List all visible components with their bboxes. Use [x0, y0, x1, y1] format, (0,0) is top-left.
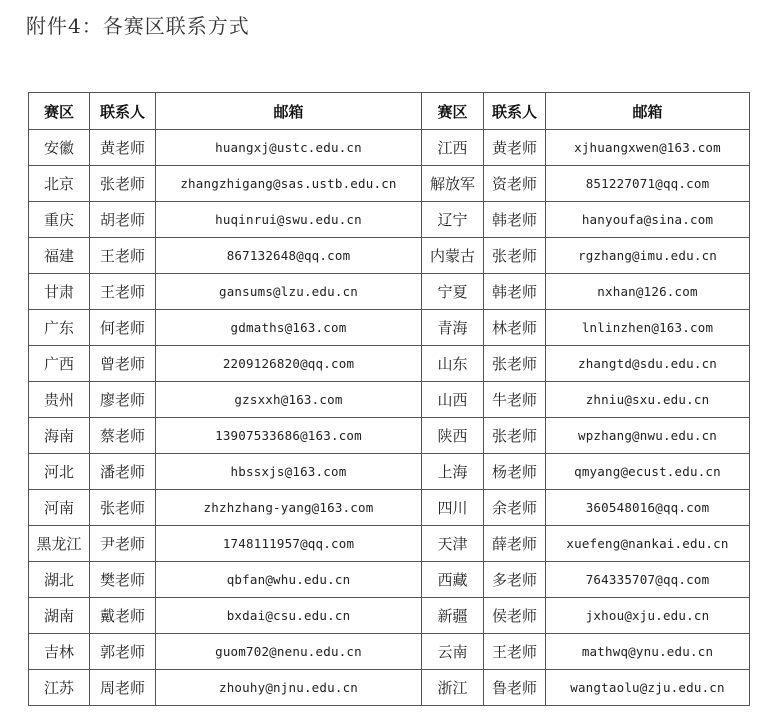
- contact-cell: 韩老师: [484, 274, 546, 310]
- email-cell: xuefeng@nankai.edu.cn: [546, 526, 750, 562]
- contact-cell: 林老师: [484, 310, 546, 346]
- contact-cell: 郭老师: [90, 634, 156, 670]
- contact-cell: 张老师: [484, 418, 546, 454]
- region-cell: 湖南: [29, 598, 90, 634]
- contact-cell: 张老师: [90, 166, 156, 202]
- email-cell: guom702@nenu.edu.cn: [156, 634, 422, 670]
- region-cell: 宁夏: [422, 274, 484, 310]
- email-cell: jxhou@xju.edu.cn: [546, 598, 750, 634]
- email-cell: gansums@lzu.edu.cn: [156, 274, 422, 310]
- email-cell: zhniu@sxu.edu.cn: [546, 382, 750, 418]
- email-cell: qmyang@ecust.edu.cn: [546, 454, 750, 490]
- email-cell: 851227071@qq.com: [546, 166, 750, 202]
- region-cell: 吉林: [29, 634, 90, 670]
- region-cell: 江西: [422, 130, 484, 166]
- contact-cell: 周老师: [90, 670, 156, 706]
- header-region: 赛区: [29, 93, 90, 130]
- contact-cell: 张老师: [484, 238, 546, 274]
- region-cell: 黑龙江: [29, 526, 90, 562]
- email-cell: 764335707@qq.com: [546, 562, 750, 598]
- table-row: [29, 310, 750, 346]
- region-cell: 浙江: [422, 670, 484, 706]
- table-row: [29, 166, 750, 202]
- region-cell: 新疆: [422, 598, 484, 634]
- contact-cell: 侯老师: [484, 598, 546, 634]
- email-cell: huangxj@ustc.edu.cn: [156, 130, 422, 166]
- email-cell: qbfan@whu.edu.cn: [156, 562, 422, 598]
- region-cell: 江苏: [29, 670, 90, 706]
- contact-cell: 韩老师: [484, 202, 546, 238]
- contact-cell: 余老师: [484, 490, 546, 526]
- email-cell: 2209126820@qq.com: [156, 346, 422, 382]
- email-cell: 867132648@qq.com: [156, 238, 422, 274]
- email-cell: hbssxjs@163.com: [156, 454, 422, 490]
- region-cell: 天津: [422, 526, 484, 562]
- contacts-table: [28, 92, 750, 706]
- region-cell: 西藏: [422, 562, 484, 598]
- email-cell: wpzhang@nwu.edu.cn: [546, 418, 750, 454]
- region-cell: 四川: [422, 490, 484, 526]
- email-cell: mathwq@ynu.edu.cn: [546, 634, 750, 670]
- contact-cell: 何老师: [90, 310, 156, 346]
- contact-cell: 黄老师: [90, 130, 156, 166]
- table-row: [29, 238, 750, 274]
- table-row: [29, 490, 750, 526]
- contact-cell: 黄老师: [484, 130, 546, 166]
- contact-cell: 廖老师: [90, 382, 156, 418]
- contact-cell: 王老师: [90, 238, 156, 274]
- table-row: [29, 274, 750, 310]
- region-cell: 安徽: [29, 130, 90, 166]
- contact-cell: 樊老师: [90, 562, 156, 598]
- header-email-2: 邮箱: [546, 93, 750, 130]
- table-row: [29, 562, 750, 598]
- region-cell: 解放军: [422, 166, 484, 202]
- region-cell: 山东: [422, 346, 484, 382]
- region-cell: 湖北: [29, 562, 90, 598]
- table-row: [29, 670, 750, 706]
- region-cell: 上海: [422, 454, 484, 490]
- header-contact: 联系人: [90, 93, 156, 130]
- table-header-row: [29, 93, 750, 130]
- contact-cell: 蔡老师: [90, 418, 156, 454]
- table-row: [29, 598, 750, 634]
- region-cell: 甘肃: [29, 274, 90, 310]
- contact-cell: 张老师: [484, 346, 546, 382]
- region-cell: 内蒙古: [422, 238, 484, 274]
- contact-cell: 杨老师: [484, 454, 546, 490]
- table-body: [29, 130, 750, 706]
- table-row: [29, 526, 750, 562]
- email-cell: 360548016@qq.com: [546, 490, 750, 526]
- email-cell: nxhan@126.com: [546, 274, 750, 310]
- email-cell: 1748111957@qq.com: [156, 526, 422, 562]
- table-row: [29, 418, 750, 454]
- region-cell: 河南: [29, 490, 90, 526]
- region-cell: 青海: [422, 310, 484, 346]
- table-row: [29, 202, 750, 238]
- email-cell: zhangtd@sdu.edu.cn: [546, 346, 750, 382]
- table-row: [29, 454, 750, 490]
- region-cell: 海南: [29, 418, 90, 454]
- region-cell: 重庆: [29, 202, 90, 238]
- table-row: [29, 130, 750, 166]
- region-cell: 广东: [29, 310, 90, 346]
- page-title: 附件4：各赛区联系方式: [26, 14, 250, 38]
- region-cell: 山西: [422, 382, 484, 418]
- email-cell: huqinrui@swu.edu.cn: [156, 202, 422, 238]
- email-cell: bxdai@csu.edu.cn: [156, 598, 422, 634]
- email-cell: lnlinzhen@163.com: [546, 310, 750, 346]
- contact-cell: 牛老师: [484, 382, 546, 418]
- contact-cell: 尹老师: [90, 526, 156, 562]
- table-row: [29, 382, 750, 418]
- header-contact-2: 联系人: [484, 93, 546, 130]
- email-cell: zhzhzhang-yang@163.com: [156, 490, 422, 526]
- contact-cell: 胡老师: [90, 202, 156, 238]
- contact-cell: 王老师: [90, 274, 156, 310]
- region-cell: 河北: [29, 454, 90, 490]
- email-cell: gzsxxh@163.com: [156, 382, 422, 418]
- email-cell: rgzhang@imu.edu.cn: [546, 238, 750, 274]
- contact-cell: 王老师: [484, 634, 546, 670]
- header-region-2: 赛区: [422, 93, 484, 130]
- email-cell: zhangzhigang@sas.ustb.edu.cn: [156, 166, 422, 202]
- region-cell: 贵州: [29, 382, 90, 418]
- table-row: [29, 634, 750, 670]
- region-cell: 辽宁: [422, 202, 484, 238]
- email-cell: hanyoufa@sina.com: [546, 202, 750, 238]
- region-cell: 云南: [422, 634, 484, 670]
- email-cell: wangtaolu@zju.edu.cn: [546, 670, 750, 706]
- contact-cell: 张老师: [90, 490, 156, 526]
- region-cell: 北京: [29, 166, 90, 202]
- header-email: 邮箱: [156, 93, 422, 130]
- email-cell: gdmaths@163.com: [156, 310, 422, 346]
- email-cell: 13907533686@163.com: [156, 418, 422, 454]
- contact-cell: 鲁老师: [484, 670, 546, 706]
- email-cell: zhouhy@njnu.edu.cn: [156, 670, 422, 706]
- table-row: [29, 346, 750, 382]
- region-cell: 福建: [29, 238, 90, 274]
- contact-cell: 潘老师: [90, 454, 156, 490]
- contact-cell: 曾老师: [90, 346, 156, 382]
- region-cell: 陕西: [422, 418, 484, 454]
- contact-cell: 多老师: [484, 562, 546, 598]
- contact-cell: 资老师: [484, 166, 546, 202]
- contact-cell: 戴老师: [90, 598, 156, 634]
- contact-cell: 薛老师: [484, 526, 546, 562]
- email-cell: xjhuangxwen@163.com: [546, 130, 750, 166]
- region-cell: 广西: [29, 346, 90, 382]
